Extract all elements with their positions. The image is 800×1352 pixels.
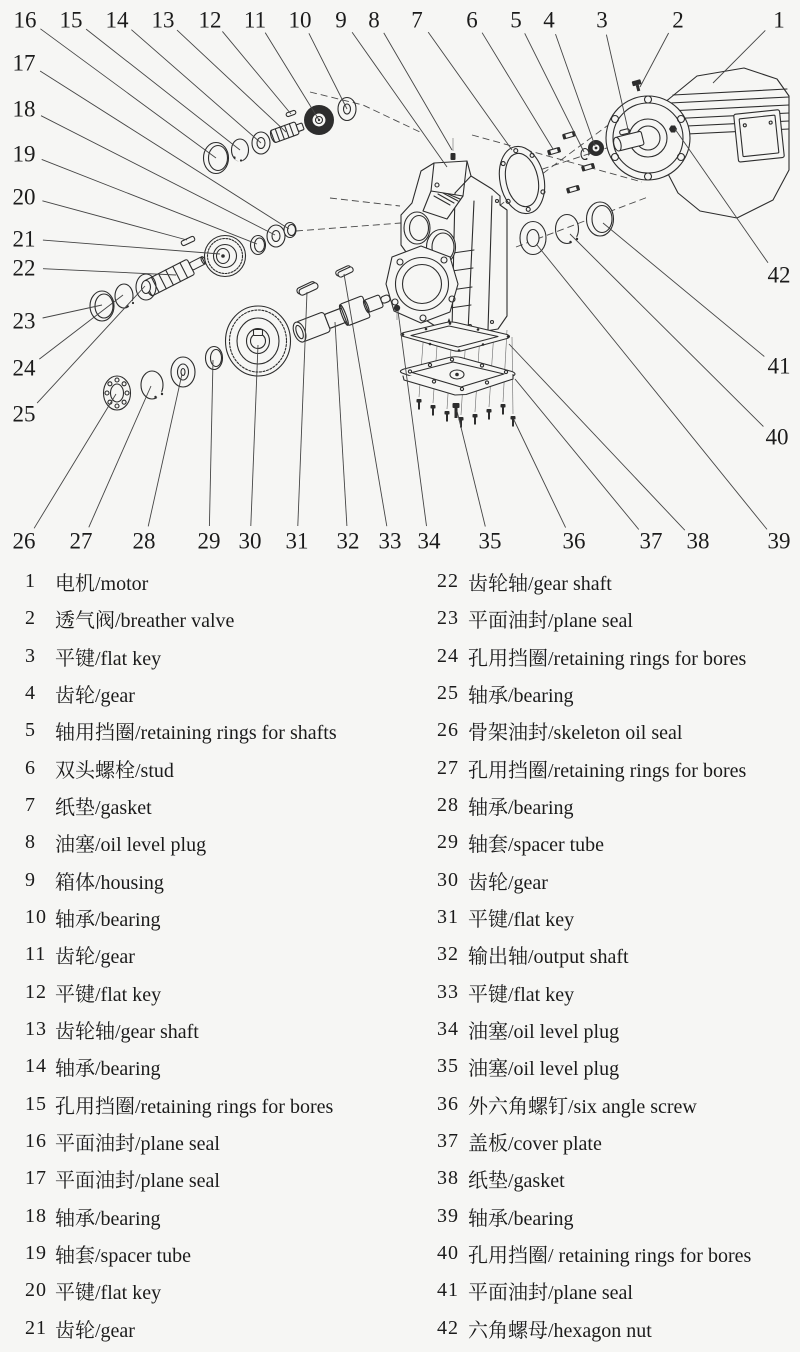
- callout-number-15: 15: [59, 7, 83, 33]
- parts-list-row-4: [25, 675, 410, 712]
- plane-seal-41-drawing: [587, 202, 614, 236]
- parts-list-column-left: [25, 563, 410, 1347]
- callout-number-26: 26: [12, 528, 36, 554]
- leader-line-26: [34, 394, 116, 528]
- part-name: 透气阀/breather valve: [55, 610, 235, 633]
- part-name: 纸垫/gasket: [468, 1170, 565, 1193]
- callout-number-20: 20: [12, 184, 36, 210]
- leader-line-4: [556, 34, 596, 146]
- parts-list-row-41: [437, 1272, 797, 1309]
- callout-number-30: 30: [238, 528, 262, 554]
- motor-terminal-box: [734, 110, 785, 163]
- leader-line-36: [514, 420, 566, 528]
- parts-list-row-18: [25, 1198, 410, 1235]
- part-number: 26: [437, 719, 459, 742]
- part-number: 38: [437, 1167, 459, 1190]
- leader-line-19: [42, 159, 257, 244]
- retaining-ring-24-drawing: [115, 284, 134, 308]
- callout-number-28: 28: [132, 528, 156, 554]
- leader-line-35: [457, 411, 485, 527]
- callout-number-35: 35: [478, 528, 502, 554]
- part-number: 41: [437, 1279, 459, 1302]
- leader-line-28: [148, 374, 182, 526]
- part-name: 电机/motor: [55, 573, 149, 596]
- flat-key-20-drawing: [181, 236, 196, 246]
- part-name: 平面油封/plane seal: [55, 1133, 220, 1156]
- callout-number-13: 13: [151, 7, 175, 33]
- part-number: 23: [437, 607, 459, 630]
- part-name: 平面油封/plane seal: [55, 1170, 220, 1193]
- part-name: 双头螺栓/stud: [55, 759, 174, 782]
- part-name: 齿轮/gear: [55, 946, 135, 969]
- parts-list-row-5: [25, 712, 410, 749]
- parts-list-row-1: [25, 563, 410, 600]
- part-number: 33: [437, 980, 459, 1003]
- gear-shaft-13-drawing: [269, 120, 305, 144]
- callout-number-22: 22: [12, 255, 36, 281]
- leader-line-29: [209, 360, 213, 526]
- parts-list-row-6: [25, 750, 410, 787]
- parts-list-row-38: [437, 1160, 797, 1197]
- leader-line-34: [398, 311, 427, 526]
- part-name: 平键/flat key: [468, 983, 575, 1006]
- callout-number-38: 38: [686, 528, 710, 554]
- part-number: 11: [25, 943, 47, 966]
- input-shaft-parts: [204, 98, 357, 174]
- callout-number-18: 18: [12, 96, 36, 122]
- parts-list-row-11: [25, 936, 410, 973]
- leader-line-17: [40, 71, 289, 229]
- part-name: 孔用挡圈/retaining rings for bores: [55, 1095, 334, 1118]
- leader-line-18: [41, 116, 275, 235]
- callout-number-29: 29: [197, 528, 221, 554]
- flat-key-31-drawing: [296, 280, 319, 297]
- parts-list-row-32: [437, 936, 797, 973]
- gear-4-drawing: [588, 140, 604, 156]
- callout-number-36: 36: [562, 528, 586, 554]
- part-number: 21: [25, 1316, 47, 1339]
- part-number: 32: [437, 943, 459, 966]
- parts-list-row-36: [437, 1086, 797, 1123]
- part-name: 孔用挡圈/retaining rings for bores: [468, 759, 747, 782]
- parts-list-row-39: [437, 1198, 797, 1235]
- parts-list-row-20: [25, 1272, 410, 1309]
- callout-number-39: 39: [767, 528, 791, 554]
- leader-line-24: [39, 295, 123, 359]
- part-number: 7: [25, 794, 36, 817]
- part-number: 28: [437, 794, 459, 817]
- housing-front-flange: [386, 246, 458, 323]
- part-number: 12: [25, 980, 47, 1003]
- gear-shaft-22-drawing: [143, 252, 209, 297]
- callout-number-1: 1: [773, 7, 785, 33]
- part-number: 6: [25, 756, 36, 779]
- part-number: 19: [25, 1242, 47, 1265]
- leader-line-11: [265, 33, 319, 120]
- parts-list-row-25: [437, 675, 797, 712]
- leader-line-5: [525, 33, 584, 152]
- callout-number-19: 19: [12, 141, 36, 167]
- part-name: 输出轴/output shaft: [468, 946, 629, 969]
- parts-list-row-24: [437, 638, 797, 675]
- part-name: 箱体/housing: [55, 871, 164, 894]
- leader-line-12: [222, 31, 291, 114]
- part-name: 六角螺母/hexagon nut: [468, 1319, 652, 1342]
- callout-number-23: 23: [12, 308, 36, 334]
- part-number: 40: [437, 1242, 459, 1265]
- callout-number-7: 7: [411, 7, 423, 33]
- parts-list-row-29: [437, 824, 797, 861]
- part-number: 39: [437, 1204, 459, 1227]
- part-name: 孔用挡圈/ retaining rings for bores: [468, 1245, 752, 1268]
- skeleton-oil-seal-26-drawing: [104, 376, 131, 410]
- part-name: 平面油封/plane seal: [468, 1282, 633, 1305]
- leader-line-9: [352, 32, 447, 167]
- callout-number-32: 32: [336, 528, 360, 554]
- part-number: 27: [437, 756, 459, 779]
- part-name: 齿轮轴/gear shaft: [468, 573, 612, 596]
- parts-list-row-14: [25, 1048, 410, 1085]
- part-number: 17: [25, 1167, 47, 1190]
- parts-list-row-22: [437, 563, 797, 600]
- callout-number-33: 33: [378, 528, 402, 554]
- part-name: 齿轮/gear: [55, 685, 135, 708]
- parts-list-row-17: [25, 1160, 410, 1197]
- part-number: 14: [25, 1055, 47, 1078]
- part-name: 齿轮/gear: [55, 1319, 135, 1342]
- callout-number-14: 14: [105, 7, 129, 33]
- parts-list-row-28: [437, 787, 797, 824]
- leader-line-2: [640, 33, 669, 87]
- callout-number-9: 9: [335, 7, 347, 33]
- part-name: 轴承/bearing: [468, 797, 574, 820]
- parts-list-row-15: [25, 1086, 410, 1123]
- parts-list-row-42: [437, 1310, 797, 1347]
- callout-number-16: 16: [13, 7, 37, 33]
- callout-number-10: 10: [288, 7, 312, 33]
- part-number: 5: [25, 719, 36, 742]
- callout-number-34: 34: [417, 528, 441, 554]
- callout-number-3: 3: [596, 7, 608, 33]
- part-number: 16: [25, 1130, 47, 1153]
- callout-number-24: 24: [12, 355, 36, 381]
- spacer-tube-29-drawing: [206, 347, 223, 370]
- leader-line-15: [86, 29, 240, 150]
- part-name: 轴承/bearing: [55, 909, 161, 932]
- part-name: 轴承/bearing: [468, 1207, 574, 1230]
- callout-number-4: 4: [543, 7, 555, 33]
- part-name: 轴承/bearing: [468, 685, 574, 708]
- parts-list-row-9: [25, 862, 410, 899]
- bottom-cover-parts: [400, 322, 515, 428]
- gear-21-drawing: [205, 236, 246, 277]
- part-number: 36: [437, 1092, 459, 1115]
- callout-number-6: 6: [466, 7, 478, 33]
- part-name: 轴承/bearing: [55, 1058, 161, 1081]
- gear-30-drawing: [226, 306, 291, 376]
- part-number: 25: [437, 682, 459, 705]
- part-name: 油塞/oil level plug: [55, 834, 207, 857]
- callout-number-11: 11: [243, 7, 267, 33]
- retaining-ring-27-drawing: [141, 371, 163, 399]
- leader-line-6: [482, 33, 553, 149]
- part-number: 15: [25, 1092, 47, 1115]
- part-number: 18: [25, 1204, 47, 1227]
- part-name: 齿轮轴/gear shaft: [55, 1021, 199, 1044]
- plane-seal-23-drawing: [90, 291, 114, 321]
- plane-seal-17-drawing: [284, 223, 296, 238]
- callout-number-12: 12: [198, 7, 222, 33]
- part-name: 孔用挡圈/retaining rings for bores: [468, 647, 747, 670]
- parts-list-row-27: [437, 750, 797, 787]
- part-number: 8: [25, 831, 36, 854]
- callout-number-17: 17: [12, 50, 36, 76]
- callout-number-21: 21: [12, 226, 36, 252]
- callout-number-37: 37: [639, 528, 663, 554]
- leader-line-16: [40, 29, 216, 158]
- spacer-tube-19-drawing: [251, 236, 266, 255]
- screws-36-drawing: [417, 399, 516, 428]
- parts-list-row-3: [25, 638, 410, 675]
- part-number: 29: [437, 831, 459, 854]
- part-name: 轴套/spacer tube: [55, 1245, 192, 1268]
- parts-list-row-35: [437, 1048, 797, 1085]
- part-name: 纸垫/gasket: [55, 797, 152, 820]
- part-number: 22: [437, 570, 459, 593]
- parts-list-row-40: [437, 1235, 797, 1272]
- bearing-18-drawing: [267, 225, 285, 247]
- part-name: 盖板/cover plate: [468, 1133, 602, 1156]
- callout-number-27: 27: [69, 528, 93, 554]
- bearing-39-drawing: [520, 222, 546, 255]
- parts-list-row-34: [437, 1011, 797, 1048]
- part-number: 37: [437, 1130, 459, 1153]
- part-name: 外六角螺钉/six angle screw: [468, 1095, 697, 1118]
- leader-line-41: [603, 223, 764, 357]
- parts-list-row-7: [25, 787, 410, 824]
- part-number: 4: [25, 682, 36, 705]
- leader-line-10: [309, 33, 347, 109]
- parts-list-row-12: [25, 974, 410, 1011]
- part-number: 42: [437, 1316, 459, 1339]
- retaining-ring-15-drawing: [232, 139, 249, 162]
- callout-number-2: 2: [672, 7, 684, 33]
- part-name: 平键/flat key: [55, 647, 162, 670]
- leader-line-7: [428, 32, 512, 150]
- parts-list-row-33: [437, 974, 797, 1011]
- part-name: 轴用挡圈/retaining rings for shafts: [55, 722, 337, 745]
- part-number: 2: [25, 607, 36, 630]
- housing-drawing: [386, 138, 507, 336]
- part-number: 35: [437, 1055, 459, 1078]
- leader-line-37: [515, 379, 639, 530]
- parts-list-row-31: [437, 899, 797, 936]
- leader-line-40: [570, 234, 763, 427]
- leader-line-20: [42, 201, 187, 240]
- parts-list-row-21: [25, 1310, 410, 1347]
- part-number: 34: [437, 1018, 459, 1041]
- part-name: 轴承/bearing: [55, 1207, 161, 1230]
- part-number: 9: [25, 868, 36, 891]
- parts-list-column-right: [437, 563, 797, 1347]
- parts-list-row-26: [437, 712, 797, 749]
- part-name: 平面油封/plane seal: [468, 610, 633, 633]
- leader-line-32: [335, 322, 347, 526]
- parts-list-row-19: [25, 1235, 410, 1272]
- motor-drawing: [606, 68, 789, 218]
- parts-list-row-10: [25, 899, 410, 936]
- parts-list-row-8: [25, 824, 410, 861]
- callout-number-5: 5: [510, 7, 522, 33]
- exploded-assembly-diagram: [0, 0, 800, 560]
- part-number: 3: [25, 644, 36, 667]
- leader-line-22: [43, 269, 176, 275]
- callout-number-40: 40: [765, 424, 789, 450]
- part-name: 油塞/oil level plug: [468, 1058, 620, 1081]
- left-seal-parts: [90, 274, 156, 321]
- part-number: 13: [25, 1018, 47, 1041]
- parts-list-row-2: [25, 600, 410, 637]
- parts-list-row-23: [437, 600, 797, 637]
- cover-plate-37-drawing: [400, 357, 515, 395]
- callout-number-8: 8: [368, 7, 380, 33]
- part-name: 骨架油封/skeleton oil seal: [468, 722, 683, 745]
- leader-line-21: [43, 240, 220, 254]
- part-name: 轴套/spacer tube: [468, 834, 605, 857]
- leader-line-14: [131, 30, 261, 143]
- callout-number-25: 25: [12, 401, 36, 427]
- callout-number-31: 31: [285, 528, 309, 554]
- callout-number-41: 41: [767, 353, 791, 379]
- leader-line-39: [537, 245, 767, 529]
- leader-line-38: [509, 344, 685, 530]
- part-name: 齿轮/gear: [468, 871, 548, 894]
- part-name: 平键/flat key: [468, 909, 575, 932]
- parts-list-row-30: [437, 862, 797, 899]
- part-name: 平键/flat key: [55, 983, 162, 1006]
- part-number: 20: [25, 1279, 47, 1302]
- callout-number-42: 42: [767, 262, 791, 288]
- part-name: 平键/flat key: [55, 1282, 162, 1305]
- part-number: 1: [25, 570, 36, 593]
- breather-valve-2-drawing: [632, 79, 644, 92]
- parts-list-row-37: [437, 1123, 797, 1160]
- parts-list-row-16: [25, 1123, 410, 1160]
- part-number: 10: [25, 906, 47, 929]
- part-number: 24: [437, 644, 459, 667]
- part-number: 31: [437, 906, 459, 929]
- bearing-28-drawing: [171, 357, 195, 387]
- part-name: 油塞/oil level plug: [468, 1021, 620, 1044]
- parts-list-row-13: [25, 1011, 410, 1048]
- part-number: 30: [437, 868, 459, 891]
